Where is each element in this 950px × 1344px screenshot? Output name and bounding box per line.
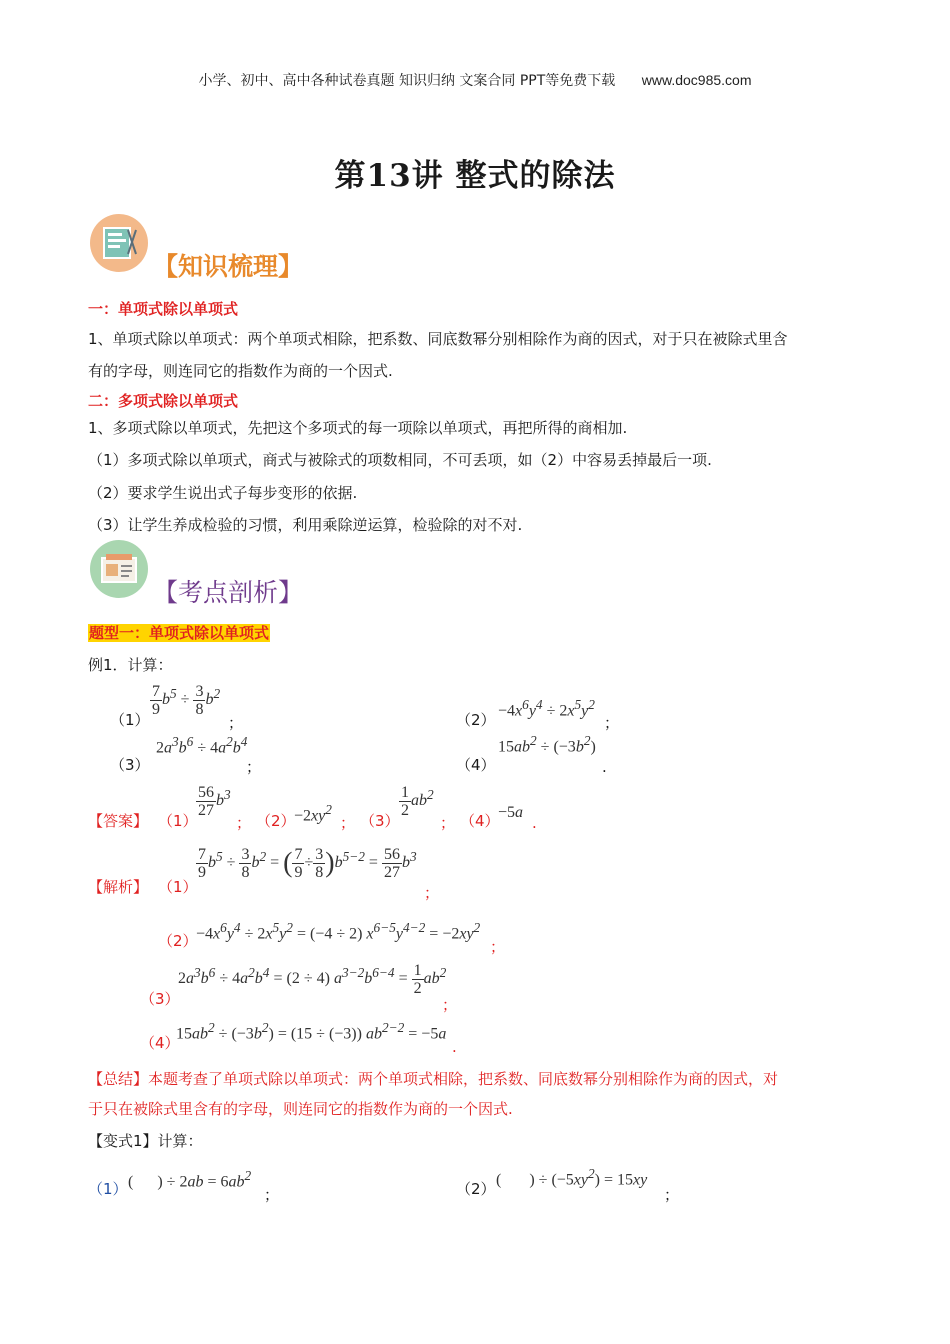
question-2-semicolon: ；: [604, 714, 620, 732]
summary-line1: [88, 1064, 778, 1094]
answer-2-label: （2）: [256, 812, 296, 830]
variant-1-label: （1）: [88, 1180, 128, 1198]
analysis-2-label: （2）: [158, 932, 198, 950]
answer-1-label: （1）: [158, 812, 198, 830]
analysis-4-label: （4）: [140, 1034, 180, 1052]
analysis-label: 【解析】: [88, 878, 149, 896]
question-3-label: （3）: [110, 756, 150, 774]
header-text: 小学、初中、高中各种试卷真题 知识归纳 文案合同 PPT等免费下载: [198, 73, 616, 89]
section-heading-analysis: 【考点剖析】: [153, 578, 304, 607]
answer-1-expression: $\frac{56}{27}$ $b^3$: [198, 784, 231, 819]
analysis-2-expression: $-4x^6y^4 \div 2x^5y^2 = (-4 \div 2) x^{6-5}y^{4-2} = -2xy^2$: [196, 920, 481, 943]
summary-label: 【总结】: [88, 1070, 149, 1088]
answer-3-semicolon: ；: [440, 814, 456, 832]
variant-1-semicolon: ；: [264, 1186, 280, 1204]
question-2-expression: $-4x^6y^4 \div 2x^5y^2$: [498, 697, 595, 720]
subheading-polynomial: 二：多项式除以单项式: [88, 392, 239, 410]
page-header: [0, 70, 950, 90]
analysis-4-expression: $15ab^2 \div (-3b^2) = (15 \div (-3)) ab^{2-2} = -5a$: [176, 1020, 447, 1043]
variant-1-expression: ( ) ÷ $2ab = 6ab^2$: [128, 1168, 252, 1191]
variant-2-expression: ( ) ÷ $(-5xy^2) = 15xy$: [496, 1166, 648, 1189]
question-1-semicolon: ；: [228, 714, 244, 732]
rule-paragraph-2: 1、多项式除以单项式，先把这个多项式的每一项除以单项式，再把所得的商相加.: [88, 419, 628, 437]
rule-paragraph-line1: 1、单项式除以单项式：两个单项式相除，把系数、同底数幂分别相除作为商的因式，对于只在被除式里含: [88, 330, 788, 348]
question-type-label: [88, 622, 270, 643]
question-4-expression: $15ab^2 \div (-3b^2)$: [498, 733, 596, 756]
answer-3-expression: $\frac{1}{2}$ $ab^2$: [401, 784, 434, 819]
question-4-label: （4）: [456, 756, 496, 774]
question-1-expression: $\frac{7}{9}$ $b^5$ ÷ $\frac{3}{8}$ $b^2$: [152, 683, 221, 718]
variant-2-semicolon: ；: [664, 1186, 680, 1204]
variant-2-label: （2）: [456, 1180, 496, 1198]
answer-2-semicolon: ；: [340, 814, 356, 832]
note-1: （1）多项式除以单项式，商式与被除式的项数相同，不可丢项，如（2）中容易丢掉最后一项.: [88, 451, 712, 469]
header-url[interactable]: www.doc985.com: [641, 72, 752, 88]
example-label: 例1．计算：: [88, 656, 173, 674]
analysis-2-semicolon: ；: [490, 938, 506, 956]
answer-1-semicolon: ；: [236, 814, 252, 832]
variant-heading: 【变式1】计算：: [88, 1132, 203, 1150]
answer-4-label: （4）: [460, 812, 500, 830]
question-3-semicolon: ；: [246, 758, 262, 776]
question-4-dot: .: [602, 758, 607, 776]
analysis-3-semicolon: ；: [442, 996, 458, 1014]
analysis-4-dot: .: [452, 1038, 457, 1056]
analysis-1-expression: $\frac{7}{9}$ $b^5$ ÷ $\frac{3}{8}$ $b^2$ = ( $\frac{7}{9}$ ÷ $\frac{3}{8}$ )$b^{5-2}$ = $\frac{56}{27}$ $b^3$: [198, 846, 417, 881]
question-2-label: （2）: [456, 711, 496, 729]
analysis-1-label: （1）: [158, 878, 198, 896]
answer-3-label: （3）: [360, 812, 400, 830]
answer-2-expression: $-2xy^2$: [294, 802, 332, 825]
rule-paragraph-line2: 有的字母，则连同它的指数作为商的一个因式.: [88, 362, 393, 380]
answer-label: 【答案】: [88, 812, 149, 830]
answer-4-dot: .: [532, 814, 537, 832]
answer-4-expression: −5a: [498, 804, 524, 821]
note-3: （3）让学生养成检验的习惯，利用乘除逆运算，检验除的对不对.: [88, 516, 523, 534]
summary-line2: 于只在被除式里含有的字母，则连同它的指数作为商的一个因式.: [88, 1100, 513, 1118]
question-1-label: （1）: [110, 711, 150, 729]
notes-icon: [90, 214, 148, 272]
summary-text-1: 本题考查了单项式除以单项式：两个单项式相除，把系数、同底数幂分别相除作为商的因式，对: [148, 1070, 779, 1088]
analysis-1-semicolon: ；: [424, 884, 440, 902]
question-type-highlight: 题型一：单项式除以单项式: [89, 624, 270, 642]
document-icon: [90, 540, 148, 598]
analysis-3-expression: $2a^3b^6 \div 4a^2b^4 = (2 \div 4) a^{3-2}b^{6-4}$ = $\frac{1}{2}$ $ab^2$: [178, 962, 447, 997]
note-2: （2）要求学生说出式子每步变形的依据.: [88, 484, 358, 502]
page-title: 第13讲 整式的除法: [334, 158, 616, 194]
subheading-monomial: 一：单项式除以单项式: [88, 300, 239, 318]
analysis-3-label: （3）: [140, 990, 180, 1008]
section-heading-knowledge: 【知识梳理】: [153, 252, 304, 281]
question-3-expression: $2a^3b^6 \div 4a^2b^4$: [156, 734, 248, 757]
